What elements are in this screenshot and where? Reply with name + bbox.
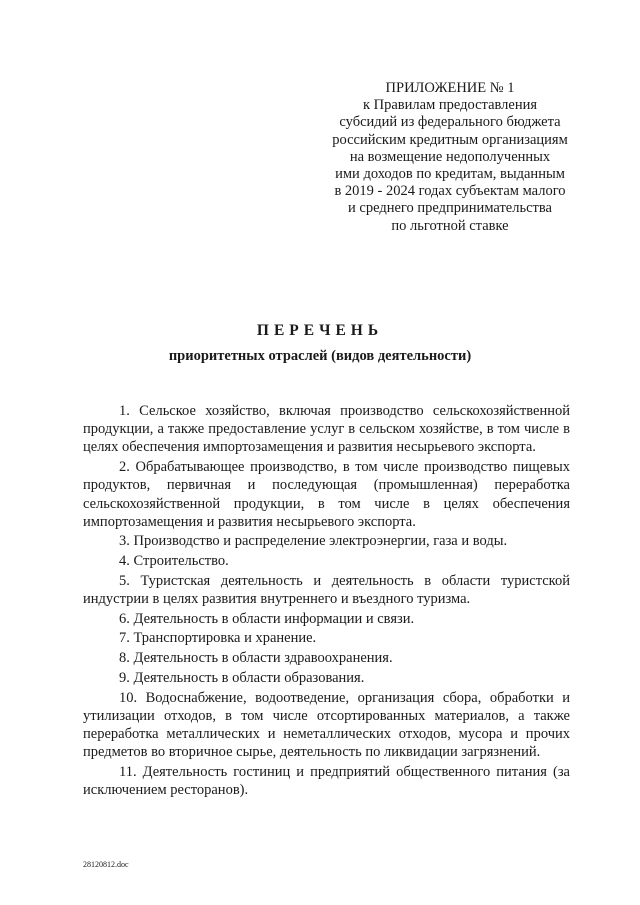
appendix-line: российским кредитным организациям bbox=[332, 131, 568, 148]
appendix-header bbox=[300, 80, 600, 235]
appendix-line: ими доходов по кредитам, выданным bbox=[335, 166, 565, 183]
appendix-line: по льготной ставке bbox=[391, 217, 509, 234]
appendix-line: в 2019 - 2024 годах субъектам малого bbox=[334, 183, 566, 200]
appendix-line: на возмещение недополученных bbox=[349, 148, 551, 165]
list-item: 2. Обрабатывающее производство, в том числе производство пищевых продуктов, первичная и последующая (промышленная) переработка сельскохозяйственной продукции, в том числе в целях обеспечения импортозамещения и развития несырьевого экспорта. bbox=[83, 459, 570, 530]
list-item: 4. Строительство. bbox=[119, 553, 229, 570]
list-item: 6. Деятельность в области информации и связи. bbox=[119, 610, 415, 627]
appendix-line: ПРИЛОЖЕНИЕ № 1 bbox=[385, 80, 515, 96]
appendix-line: и среднего предпринимательства bbox=[348, 200, 552, 217]
list-item: 10. Водоснабжение, водоотведение, организация сбора, обработки и утилизации отходов, в том числе отсортированных материалов, а также переработка металлических и неметаллических отходов, мусора и прочих предметов во вторичное сырье, деятельность по ликвидации загрязнений. bbox=[83, 689, 570, 761]
list-item: 9. Деятельность в области образования. bbox=[119, 669, 365, 686]
list-item: 1. Сельское хозяйство, включая производство сельскохозяйственной продукции, а также предоставление услуг в сельском хозяйстве, в том числе в целях обеспечения импортозамещения и развития несырьевого экспорта. bbox=[83, 403, 570, 456]
list-item: 3. Производство и распределение электроэнергии, газа и воды. bbox=[119, 533, 508, 550]
list-item: 5. Туристская деятельность и деятельность в области туристской индустрии в целях развития внутреннего и въездного туризма. bbox=[83, 572, 570, 608]
appendix-line: к Правилам предоставления bbox=[362, 97, 538, 114]
list-item: 8. Деятельность в области здравоохранения. bbox=[119, 650, 393, 667]
list-item: 11. Деятельность гостиниц и предприятий общественного питания (за исключением ресторанов). bbox=[83, 763, 570, 799]
document-title: ПЕРЕЧЕНЬ bbox=[256, 322, 384, 339]
file-name-footer: 28120812.doc bbox=[83, 860, 129, 869]
list-item: 7. Транспортировка и хранение. bbox=[119, 630, 317, 647]
priority-list bbox=[83, 402, 570, 801]
document-subtitle: приоритетных отраслей (видов деятельности) bbox=[168, 348, 472, 364]
appendix-line: субсидий из федерального бюджета bbox=[339, 114, 561, 131]
